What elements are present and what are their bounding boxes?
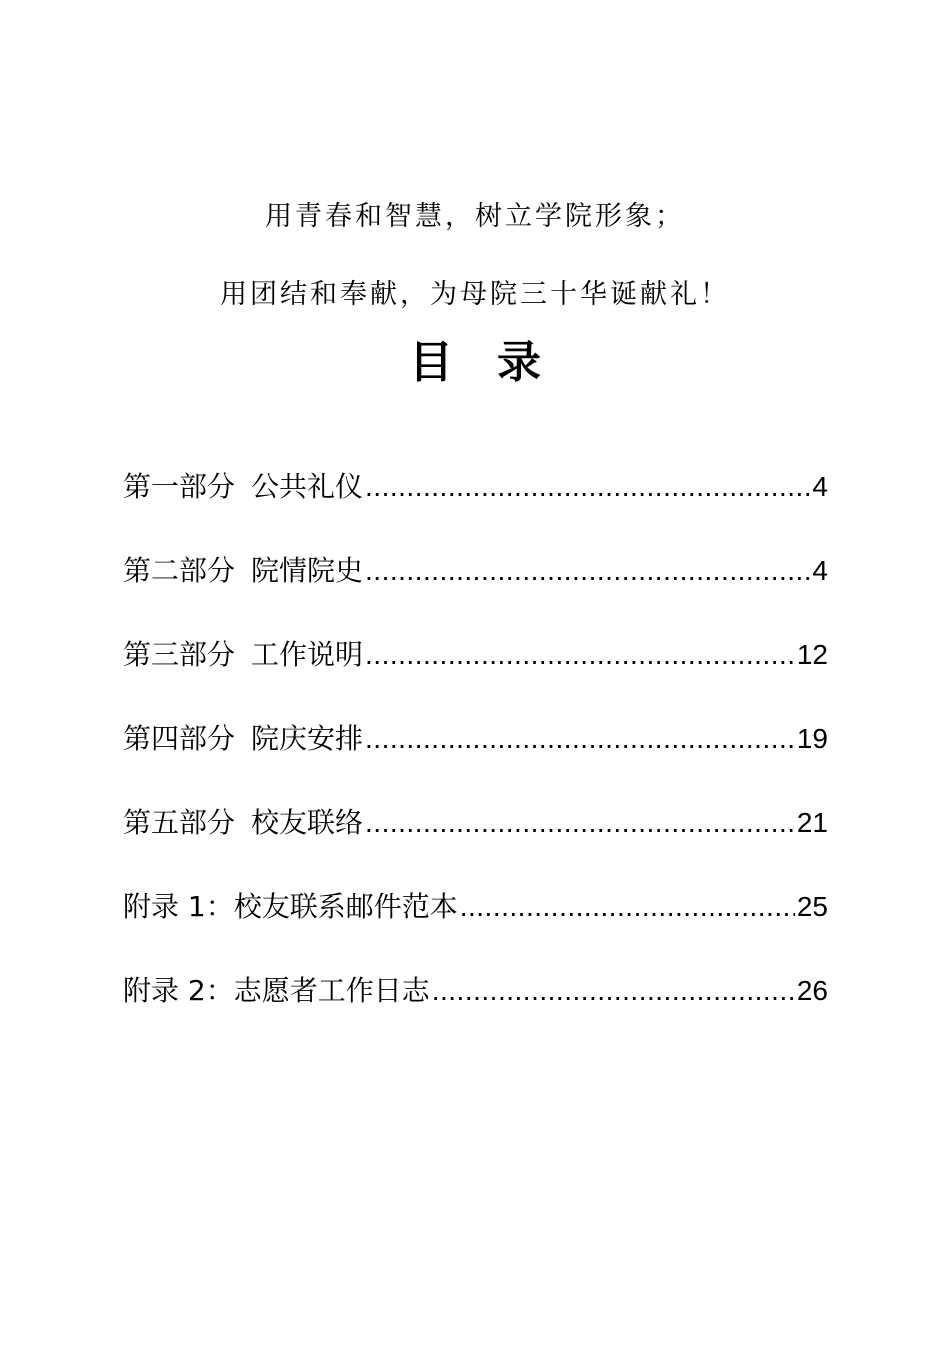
toc-entry-label: [123, 630, 363, 680]
toc-entry-label: [123, 462, 363, 512]
toc-entry-title: 公共礼仪: [251, 470, 364, 503]
slogan-line-2: 用团结和奉献，为母院三十华诞献礼！: [220, 279, 730, 310]
toc-entry-page: 26: [796, 975, 828, 1006]
toc-entry[interactable]: [123, 714, 828, 798]
toc-entry-title: 院情院史: [251, 554, 364, 587]
toc-entry[interactable]: [123, 546, 828, 630]
toc-dot-leader: [365, 462, 810, 512]
toc-dot-leader: [460, 882, 795, 932]
toc-entry-page: 4: [812, 555, 828, 586]
toc-entry[interactable]: [123, 798, 828, 882]
toc-entry-label: [123, 798, 363, 848]
toc-dot-leader: [365, 714, 795, 764]
toc-entry-part: 第五部分: [123, 806, 236, 839]
toc-entry-page: 19: [796, 723, 828, 754]
toc-entry-label: [123, 882, 458, 932]
toc-entry-label: [123, 966, 430, 1016]
toc-entry-title: 工作说明: [251, 638, 364, 671]
toc-entry-part: 第四部分: [123, 722, 236, 755]
slogan-line-1: 用青春和智慧，树立学院形象；: [265, 201, 685, 232]
toc-entry[interactable]: [123, 462, 828, 546]
toc-entry-part: 第三部分: [123, 638, 236, 671]
toc-entry[interactable]: [123, 630, 828, 714]
table-of-contents: [123, 462, 828, 1050]
toc-entry-page: 21: [796, 807, 828, 838]
toc-dot-leader: [365, 630, 795, 680]
toc-dot-leader: [432, 966, 795, 1016]
toc-entry-label: [123, 546, 363, 596]
toc-entry-part: 第二部分: [123, 554, 236, 587]
toc-entry-part: 第一部分: [123, 470, 236, 503]
toc-entry-label: [123, 714, 363, 764]
toc-entry-title: 附录 2：志愿者工作日志: [123, 974, 430, 1007]
toc-dot-leader: [365, 546, 810, 596]
toc-entry-page: 25: [796, 891, 828, 922]
toc-entry-title: 校友联络: [251, 806, 364, 839]
toc-entry-title: 附录 1：校友联系邮件范本: [123, 890, 458, 923]
toc-entry-page: 4: [812, 471, 828, 502]
toc-entry-page: 12: [796, 639, 828, 670]
toc-entry[interactable]: [123, 882, 828, 966]
toc-entry[interactable]: [123, 966, 828, 1050]
toc-entry-title: 院庆安排: [251, 722, 364, 755]
toc-dot-leader: [365, 798, 795, 848]
toc-title: 目录: [409, 337, 585, 388]
